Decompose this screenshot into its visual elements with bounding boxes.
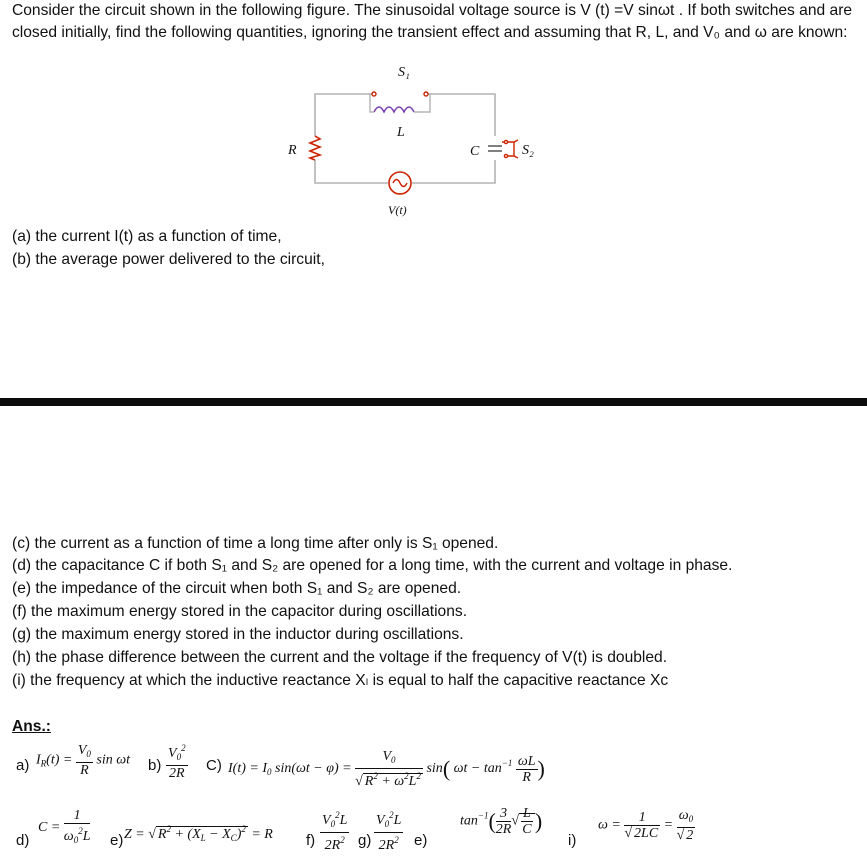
answer-c-formula: $I(t) = I_0$ sin(ωt − φ) = $\frac{V_0}{√ R^2 + \omega^2L^2}$ sin( $\omega t - \tan^{-1}$ $\frac{\omega L}{R}$ ) [228,749,545,789]
part-c: (c) the current as a function of time a long time after only is S₁ opened. [12,535,499,552]
resistor-symbol [310,136,320,160]
label-L: L [397,125,405,140]
part-g: (g) the maximum energy stored in the inductor during oscillations. [12,626,464,643]
circuit-figure [270,62,560,222]
label-S1: S₁ [398,65,410,80]
part-i: (i) the frequency at which the inductive reactance Xₗ is equal to half the capacitive reactance Xc [12,672,669,689]
answer-h-formula: $\tan^{-1}$( $\frac{3}{2R}$ √ $\frac{L}{C}$ ) [460,806,543,837]
answer-label-e1: e) [110,832,124,849]
answer-f-formula: $\frac{V_0^2L}{2R^2}$ [322,810,348,853]
answer-g-formula: $\frac{V_0^2L}{2R^2}$ [376,810,402,853]
answer-label-i: i) [568,832,577,849]
label-R: R [288,143,297,158]
label-V: V(t) [388,203,407,217]
answers-heading: Ans.: [12,718,51,735]
inductor-symbol [374,107,414,112]
answer-label-g: g) [358,832,372,849]
answer-a-formula: $I_R(t)$ = $\frac{V_0}{R}$ sin ωt [36,743,131,778]
answer-label-a: a) [16,757,30,774]
answer-label-c: C) [206,757,222,774]
answer-label-e2: e) [414,832,428,849]
answer-label-f: f) [306,832,316,849]
part-d: (d) the capacitance C if both S₁ and S₂ are opened for a long time, with the current and voltage in phase. [12,557,733,574]
problem-intro: Consider the circuit shown in the following figure. The sinusoidal voltage source is V (t) =V sinωt . If both switches and are closed initially, find the following quantities, ignoring the transient effect and assuming that R, L, and V₀ and ω are known: [12,2,853,41]
part-b: (b) the average power delivered to the circuit, [12,251,325,268]
label-S2: S₂ [522,143,534,158]
part-f: (f) the maximum energy stored in the capacitor during oscillations. [12,603,468,620]
divider [0,398,867,406]
answer-i-formula: ω = $\frac{1}{√ 2LC}$ = $\frac{\omega_0}{√ 2}$ [598,808,694,843]
label-C: C [470,144,480,159]
answer-d-formula: C = $\frac{1}{\omega_0^2L}$ [38,808,91,845]
answer-b-formula: $\frac{V_0^2}{2R}$ [168,743,186,781]
answer-label-b: b) [148,757,162,774]
part-e: (e) the impedance of the circuit when both S₁ and S₂ are opened. [12,580,462,597]
part-h: (h) the phase difference between the current and the voltage if the frequency of V(t) is doubled. [12,649,668,666]
part-a: (a) the current I(t) as a function of time, [12,228,282,245]
answer-e-formula: Z = √ $R^2 + (X_L - X_C)^2 = R$ [124,824,273,843]
answer-label-d: d) [16,832,30,849]
